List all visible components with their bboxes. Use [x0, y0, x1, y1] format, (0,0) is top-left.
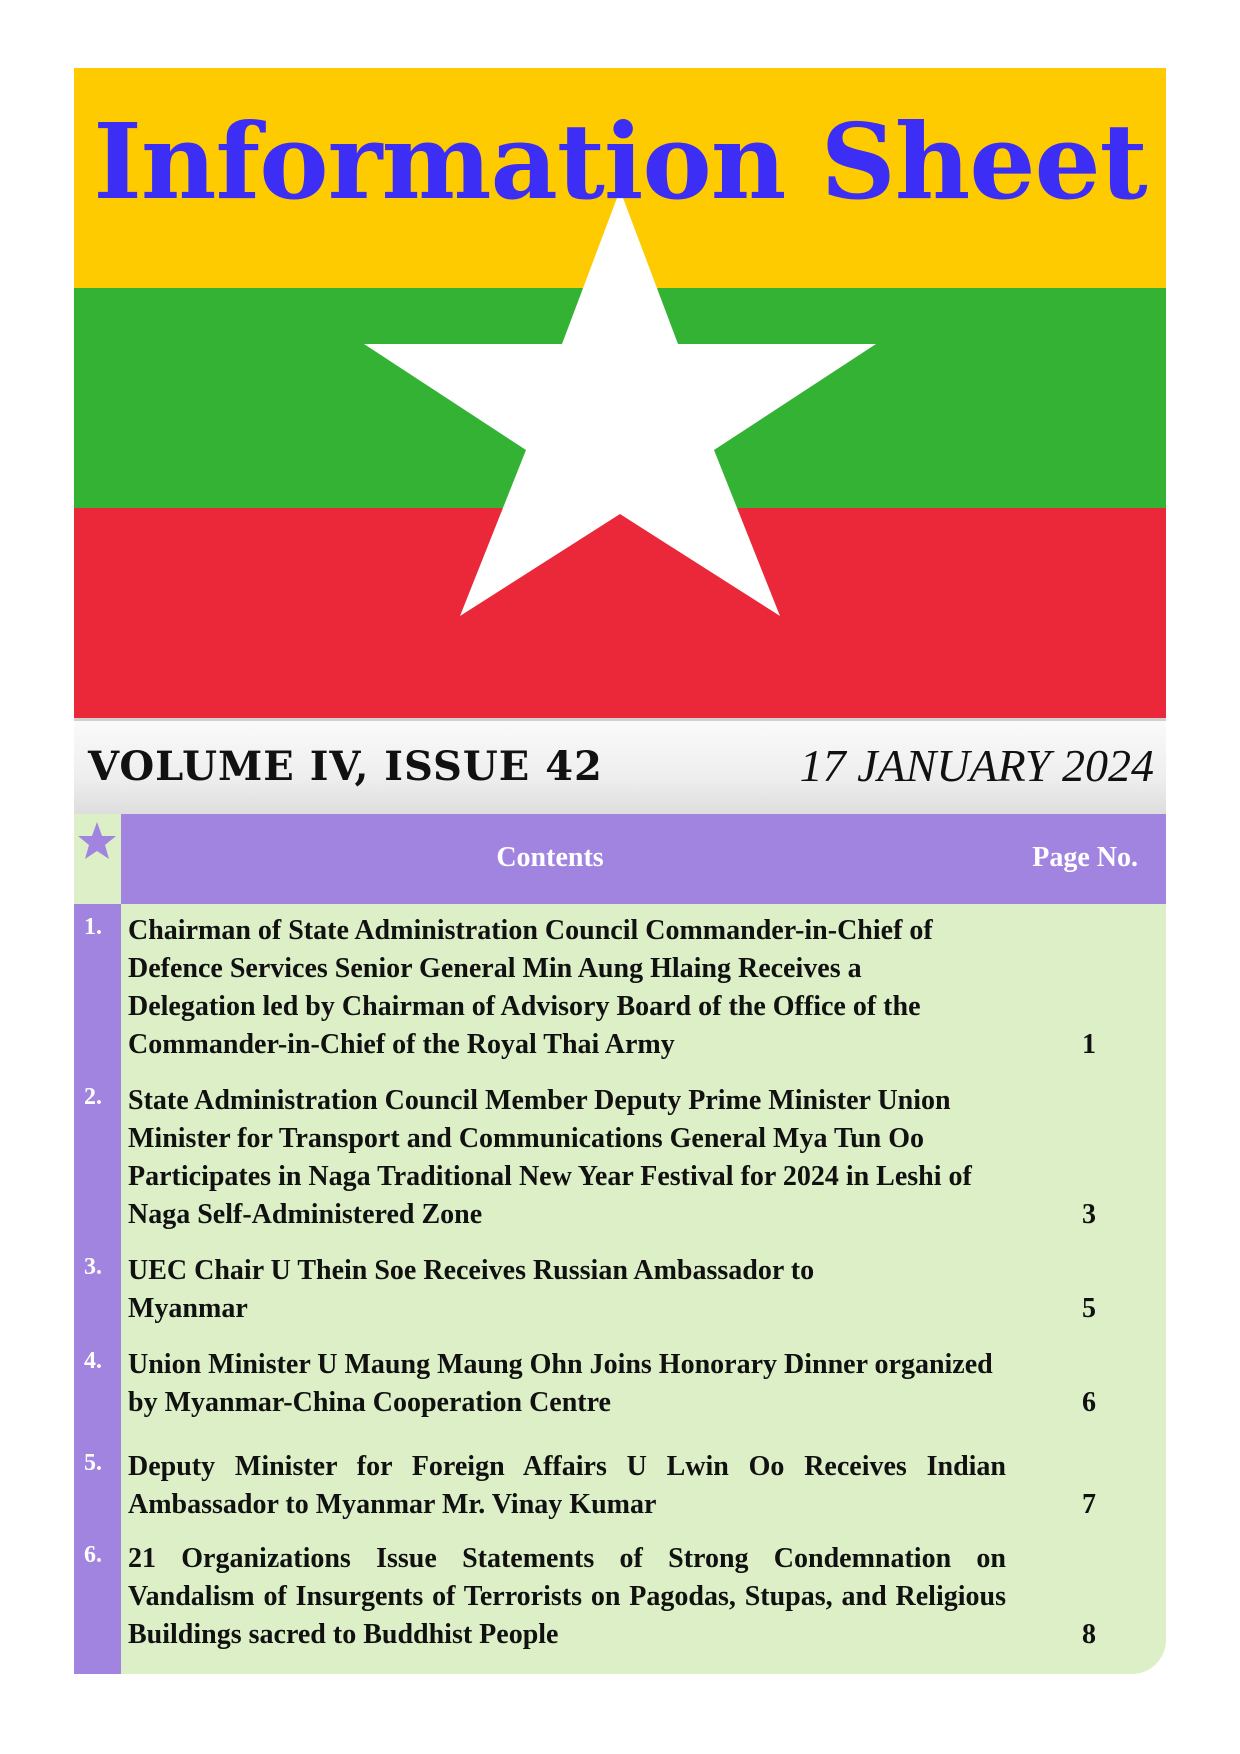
- toc-entry-page: 6: [1082, 1387, 1096, 1418]
- toc-entry-page: 8: [1082, 1619, 1096, 1650]
- star-icon: [76, 820, 118, 862]
- toc-entry-title[interactable]: Chairman of State Administration Council Commander-in-Chief of Defence Services Senior General Min Aung Hlaing Receives a Delegation led by Chairman of Advisory Board of the Office of the Commander-in-Chief of the Royal Thai Army: [128, 915, 933, 1060]
- toc-entry-number: 2.: [84, 1084, 102, 1110]
- toc-entry-number: 5.: [84, 1450, 102, 1476]
- toc-entry-number: 6.: [84, 1542, 102, 1568]
- toc-header: [121, 814, 1166, 904]
- myanmar-flag: [74, 68, 1166, 718]
- toc-entry-title[interactable]: Deputy Minister for Foreign Affairs U Lwin Oo Receives Indian Ambassador to Myanmar Mr. Vinay Kumar: [128, 1451, 1006, 1520]
- contents-header: Contents: [496, 842, 604, 873]
- issue-bar: [74, 718, 1166, 817]
- toc-entry-page: 3: [1082, 1199, 1096, 1230]
- volume-issue: VOLUME IV, ISSUE 42: [88, 743, 603, 790]
- page-title: Information Sheet: [93, 100, 1147, 223]
- toc-entry-number: 1.: [84, 914, 102, 940]
- toc-entry-page: 1: [1082, 1029, 1096, 1060]
- toc-entry-number: 4.: [84, 1348, 102, 1374]
- toc-corner: [74, 814, 121, 904]
- toc-entry-number: 3.: [84, 1254, 102, 1280]
- toc-entry-title[interactable]: UEC Chair U Thein Soe Receives Russian Ambassador to Myanmar: [128, 1255, 815, 1324]
- toc-entry-title[interactable]: Union Minister U Maung Maung Ohn Joins Honorary Dinner organized by Myanmar-China Cooperation Centre: [128, 1349, 993, 1418]
- toc-entry-page: 7: [1082, 1489, 1096, 1520]
- toc-entry-title[interactable]: 21 Organizations Issue Statements of Strong Condemnation on Vandalism of Insurgents of Terrorists on Pagodas, Stupas, and Religious Buildings sacred to Buddhist People: [128, 1543, 1006, 1650]
- issue-date: 17 JANUARY 2024: [799, 740, 1154, 791]
- page-no-header: Page No.: [1032, 842, 1138, 873]
- toc-entry-title[interactable]: State Administration Council Member Deputy Prime Minister Union Minister for Transport and Communications General Mya Tun Oo Participates in Naga Traditional New Year Festival for 2024 in Leshi of Naga Self-Administered Zone: [128, 1085, 972, 1230]
- table-of-contents: [74, 814, 1166, 1674]
- toc-entry-page: 5: [1082, 1293, 1096, 1324]
